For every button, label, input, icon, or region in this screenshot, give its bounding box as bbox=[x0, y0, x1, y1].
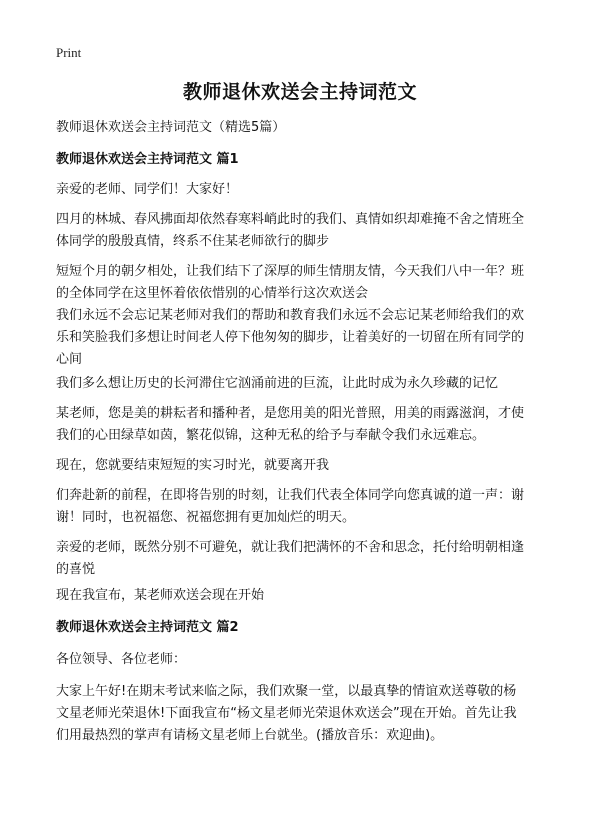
paragraph-line: 乐和笑脸我们多想让时间老人停下他匆匆的脚步，让着美好的一切留在所有同学的 bbox=[56, 330, 525, 345]
section-heading-text: 教师退休欢送会主持词范文 篇2 bbox=[56, 620, 239, 635]
paragraph bbox=[56, 209, 546, 253]
print-link[interactable]: Print bbox=[56, 45, 82, 60]
section-2-heading bbox=[56, 617, 546, 639]
paragraph bbox=[56, 681, 546, 747]
paragraph-line: 现在，您就要结束短短的实习时光，就要离开我 bbox=[56, 458, 330, 473]
paragraph-line: 短短个月的朝夕相处，让我们结下了深厚的师生情朋友情，今天我们八中一年？班 bbox=[56, 264, 525, 279]
paragraph-line: 亲爱的老师，既然分别不可避免，就让我们把满怀的不舍和思念，托付给明朝相逢 bbox=[56, 540, 525, 555]
paragraph-line: 亲爱的老师、同学们！大家好！ bbox=[56, 182, 239, 197]
paragraph bbox=[56, 403, 546, 447]
paragraph-line: 四月的林城、春风拂面却依然春寒料峭此时的我们、真情如织却难掩不舍之情班全 bbox=[56, 212, 525, 227]
paragraph-line: 各位领导、各位老师： bbox=[56, 652, 187, 667]
paragraph-line: 我们永远不会忘记某老师对我们的帮助和教育我们永远不会忘记某老师给我们的欢 bbox=[56, 308, 525, 323]
paragraph-line: 现在我宣布，某老师欢送会现在开始 bbox=[56, 588, 265, 603]
section-heading-text: 教师退休欢送会主持词范文 篇1 bbox=[56, 152, 239, 167]
paragraph-line: 我们多么想让历史的长河滞住它汹涌前进的巨流，让此时成为永久珍藏的记忆 bbox=[56, 376, 499, 391]
paragraph-line: 心间 bbox=[56, 352, 83, 367]
paragraph bbox=[56, 261, 546, 305]
paragraph bbox=[56, 373, 546, 395]
paragraph-line: 我们的心田绿草如茵，繁花似锦，这种无私的给予与奉献令我们永远难忘。 bbox=[56, 428, 486, 443]
paragraph-line: 文星老师光荣退休!下面我宣布“杨文星老师光荣退休欢送会”现在开始。首先让我 bbox=[56, 706, 517, 721]
paragraph-line: 体同学的殷殷真情，终系不住某老师欲行的脚步 bbox=[56, 234, 330, 249]
page-title: 教师退休欢送会主持词范文 bbox=[182, 81, 417, 103]
paragraph bbox=[56, 585, 546, 607]
paragraph-line: 大家上午好!在期末考试来临之际，我们欢聚一堂，以最真挚的情谊欢送尊敬的杨 bbox=[56, 684, 517, 699]
paragraph bbox=[56, 649, 546, 671]
paragraph bbox=[56, 455, 546, 477]
paragraph bbox=[56, 179, 546, 201]
document-subtitle bbox=[56, 117, 546, 139]
paragraph-line: 的全体同学在这里怀着依依惜别的心情举行这次欢送会 bbox=[56, 286, 369, 301]
section-1-heading bbox=[56, 149, 546, 171]
paragraph bbox=[56, 537, 546, 581]
paragraph-line: 们奔赴新的前程，在即将告别的时刻，让我们代表全体同学向您真诚的道一声：谢 bbox=[56, 488, 525, 503]
paragraph-line: 谢！同时，也祝福您、祝福您拥有更加灿烂的明天。 bbox=[56, 510, 356, 525]
paragraph-line: 某老师，您是美的耕耘者和播种者，是您用美的阳光普照，用美的雨露滋润，才使 bbox=[56, 406, 525, 421]
paragraph-line: 们用最热烈的掌声有请杨文星老师上台就坐。(播放音乐：欢迎曲)。 bbox=[56, 728, 444, 743]
subtitle-text: 教师退休欢送会主持词范文（精选5篇） bbox=[56, 120, 286, 135]
paragraph bbox=[56, 305, 546, 371]
paragraph-line: 的喜悦 bbox=[56, 562, 96, 577]
paragraph bbox=[56, 485, 546, 529]
